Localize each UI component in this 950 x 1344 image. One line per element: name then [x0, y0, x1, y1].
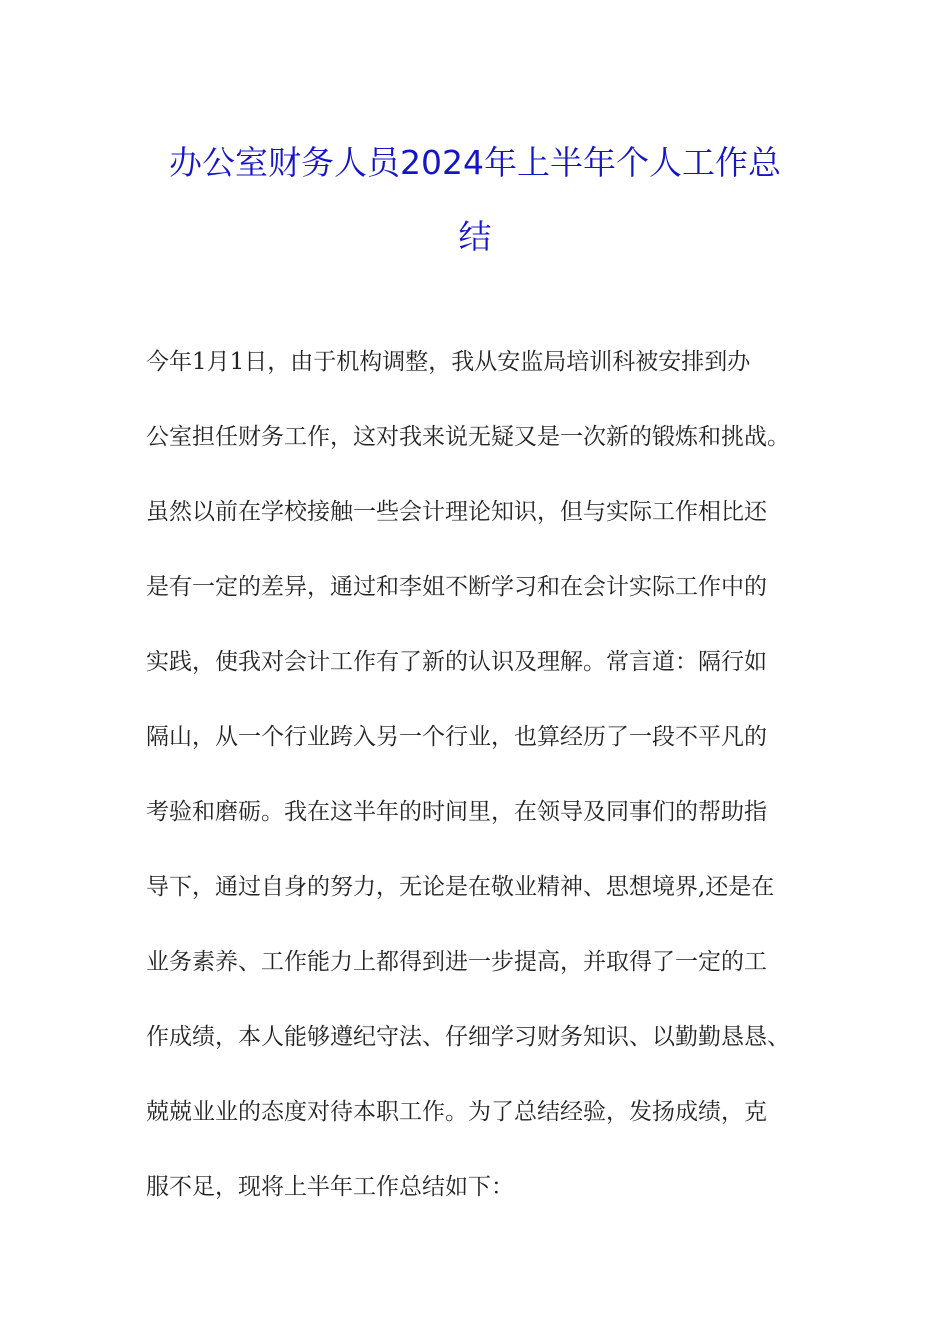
title-line-1: 办公室财务人员2024年上半年个人工作总 — [169, 143, 781, 182]
title-line-2: 结 — [458, 217, 492, 256]
body-line: 今年1月1日，由于机构调整，我从安监局培训科被安排到办 — [146, 349, 751, 375]
body-line: 实践，使我对会计工作有了新的认识及理解。常言道：隔行如 — [146, 649, 767, 675]
body-line: 虽然以前在学校接触一些会计理论知识，但与实际工作相比还 — [146, 499, 767, 525]
body-line: 业务素养、工作能力上都得到进一步提高，并取得了一定的工 — [146, 949, 767, 975]
document-title — [140, 126, 810, 274]
body-line: 是有一定的差异，通过和李姐不断学习和在会计实际工作中的 — [146, 574, 767, 600]
body-line: 服不足，现将上半年工作总结如下： — [146, 1174, 514, 1200]
body-line: 考验和磨砺。我在这半年的时间里，在领导及同事们的帮助指 — [146, 799, 767, 825]
body-line: 导下，通过自身的努力，无论是在敬业精神、思想境界,还是在 — [146, 874, 775, 900]
body-line: 公室担任财务工作，这对我来说无疑又是一次新的锻炼和挑战。 — [146, 424, 790, 450]
body-line: 兢兢业业的态度对待本职工作。为了总结经验，发扬成绩，克 — [146, 1099, 767, 1125]
body-line: 作成绩，本人能够遵纪守法、仔细学习财务知识、以勤勤恳恳、 — [146, 1024, 790, 1050]
body-line: 隔山，从一个行业跨入另一个行业，也算经历了一段不平凡的 — [146, 724, 767, 750]
body-paragraph — [146, 336, 826, 1236]
